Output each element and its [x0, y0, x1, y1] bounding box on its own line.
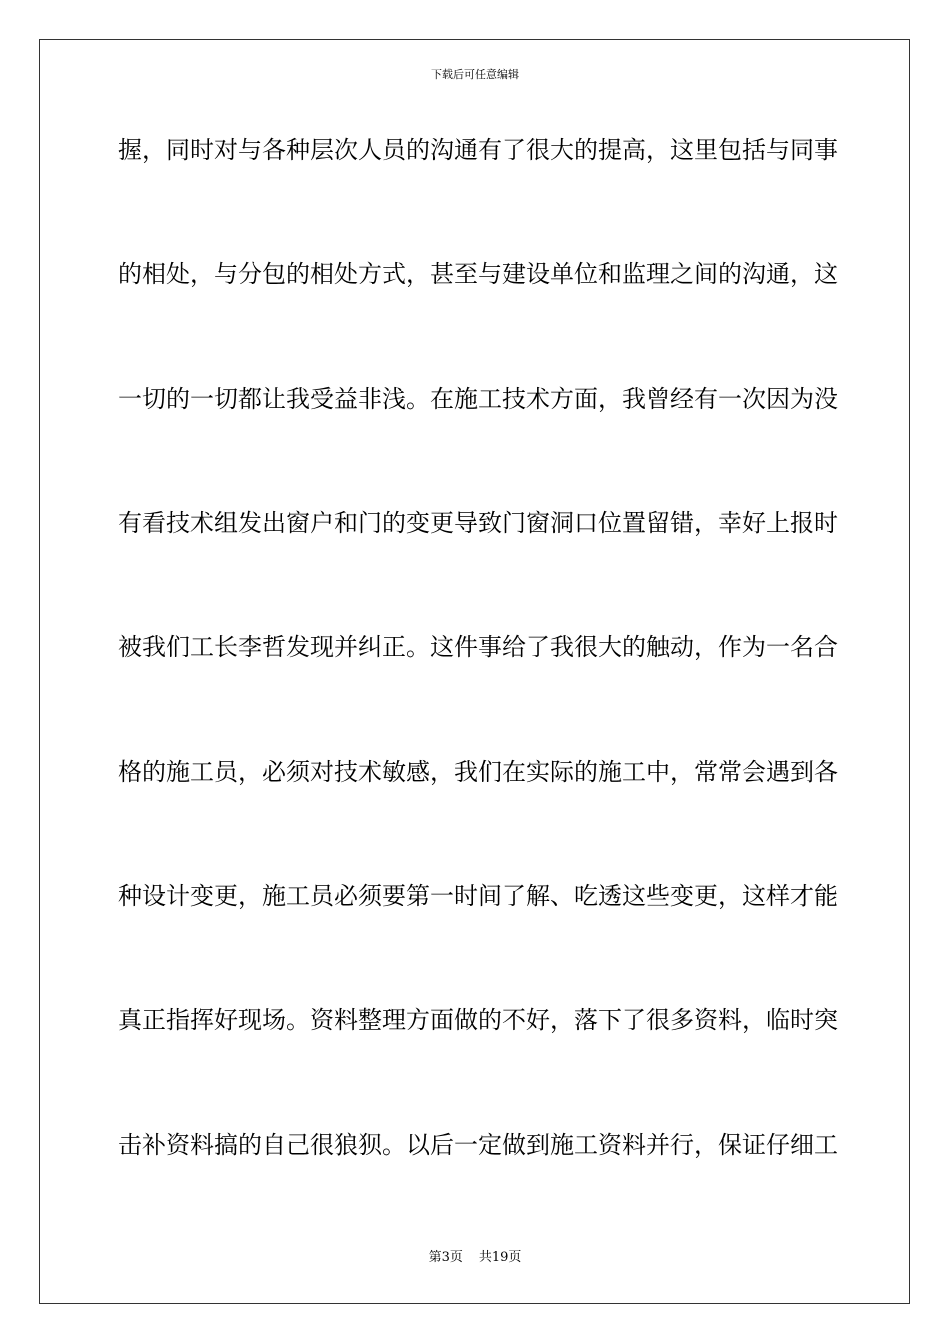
body-line: 的相处，与分包的相处方式，甚至与建设单位和监理之间的沟通，这	[118, 260, 838, 288]
header-note: 下载后可任意编辑	[431, 68, 519, 81]
page-footer	[0, 1250, 950, 1266]
body-line: 握，同时对与各种层次人员的沟通有了很大的提高，这里包括与同事	[118, 136, 838, 164]
page-number: 第3页	[428, 1250, 463, 1265]
body-line: 格的施工员，必须对技术敏感，我们在实际的施工中，常常会遇到各	[118, 758, 838, 786]
page-total: 共19页	[478, 1250, 522, 1265]
page-border	[39, 39, 910, 1304]
body-line: 一切的一切都让我受益非浅。在施工技术方面，我曾经有一次因为没	[118, 385, 838, 413]
body-line: 种设计变更，施工员必须要第一时间了解、吃透这些变更，这样才能	[118, 882, 838, 910]
body-line: 有看技术组发出窗户和门的变更导致门窗洞口位置留错，幸好上报时	[118, 509, 838, 537]
body-line: 击补资料搞的自己很狼狈。以后一定做到施工资料并行，保证仔细工	[118, 1131, 838, 1159]
body-line: 真正指挥好现场。资料整理方面做的不好，落下了很多资料，临时突	[118, 1006, 838, 1034]
body-line: 被我们工长李哲发现并纠正。这件事给了我很大的触动，作为一名合	[118, 633, 838, 661]
